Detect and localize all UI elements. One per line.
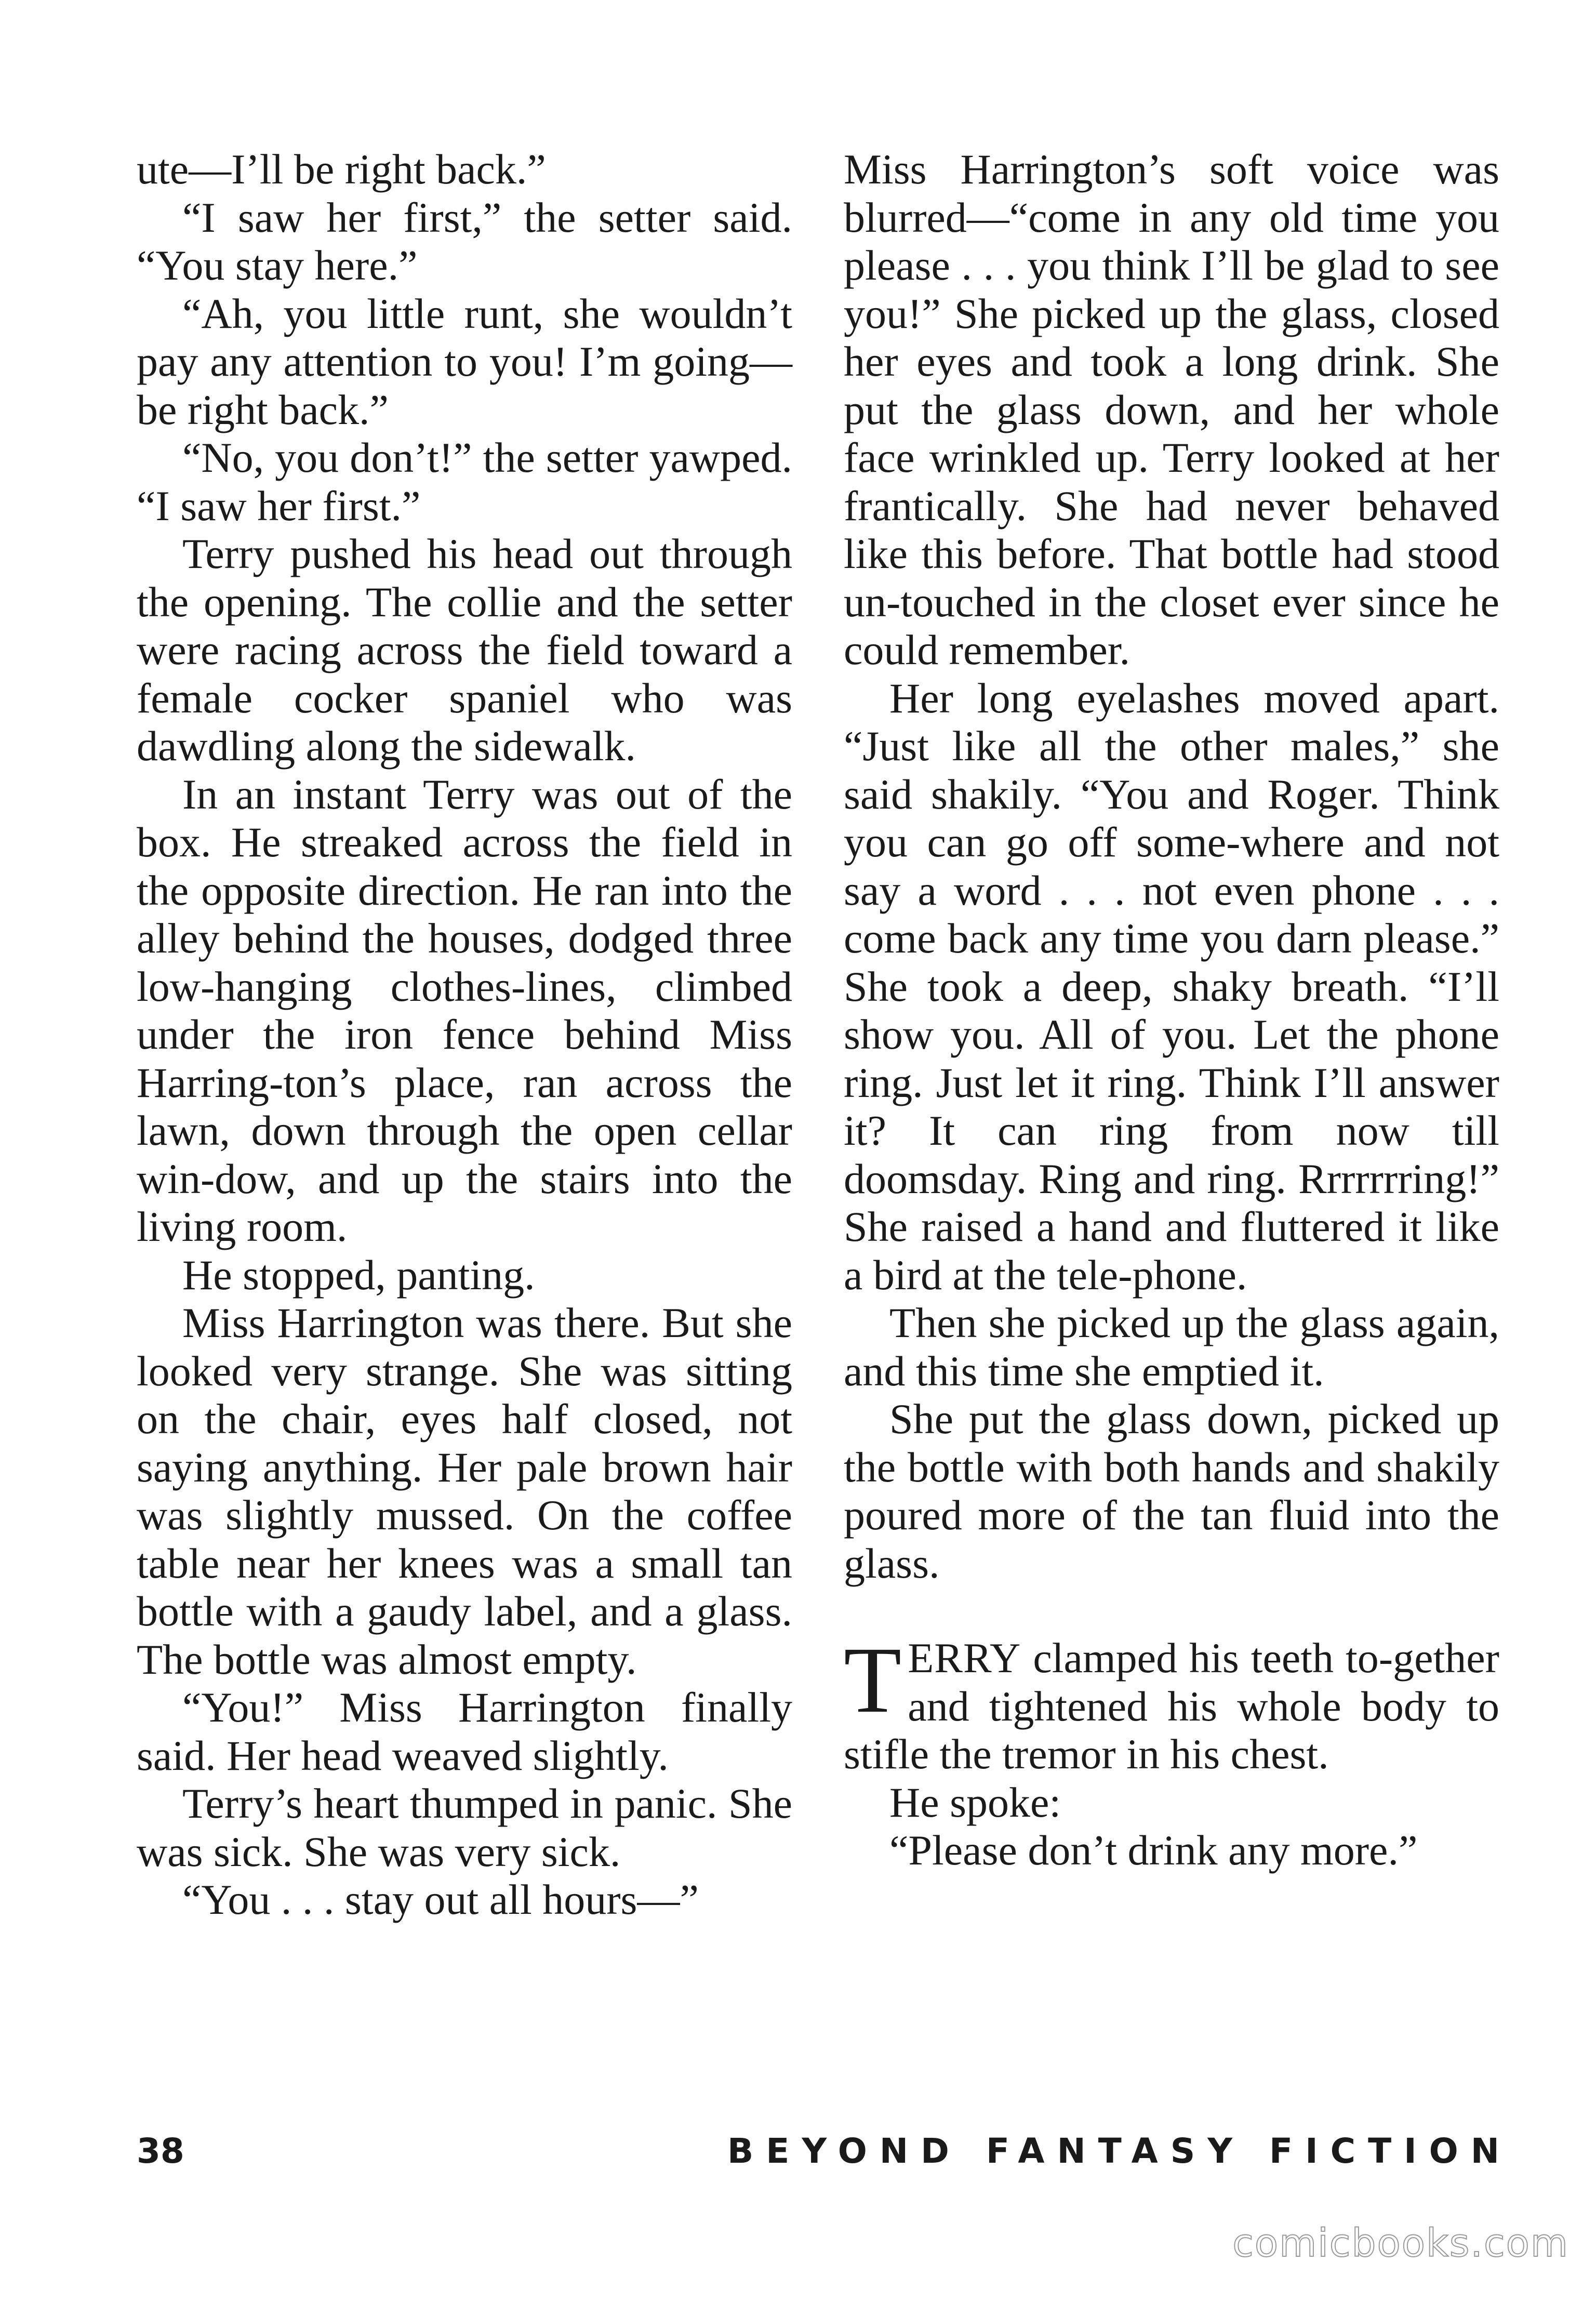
paragraph: He stopped, panting. bbox=[182, 1251, 535, 1299]
running-title: BEYOND FANTASY FICTION bbox=[727, 2131, 1512, 2171]
paragraph: “You!” Miss Harrington finally said. Her head weaved slightly. bbox=[137, 1684, 792, 1779]
watermark: comicbooks.com bbox=[1232, 2221, 1569, 2266]
paragraph: ute—I’ll be right back.” bbox=[137, 145, 546, 193]
lead-caps: ERRY bbox=[908, 1634, 1021, 1682]
right-column bbox=[844, 145, 1499, 1875]
paragraph: “You . . . stay out all hours—” bbox=[182, 1876, 699, 1923]
paragraph: Terry pushed his head out through the opening. The collie and the setter were racing across the field toward a female cocker spaniel who was dawdling along the sidewalk. bbox=[137, 530, 792, 770]
paragraph: Then she picked up the glass again, and this time she emptied it. bbox=[844, 1299, 1499, 1395]
paragraph: “No, you don’t!” the setter yawped. “I saw her first.” bbox=[137, 434, 792, 530]
paragraph: “I saw her first,” the setter said. “You stay here.” bbox=[137, 193, 792, 289]
paragraph-text: clamped his teeth to-gether and tightened his whole body to stifle the tremor in his chest. bbox=[844, 1634, 1499, 1778]
paragraph: In an instant Terry was out of the box. He streaked across the field in the opposite direction. He ran into the alley behind the houses, dodged three low-hanging clothes-lines, climbed under the iron fence behind Miss Harring-ton’s place, ran across the lawn, down through the open cellar win-dow, and up the stairs into the living room. bbox=[137, 770, 792, 1250]
paragraph: He spoke: bbox=[889, 1778, 1061, 1826]
paragraph: “Ah, you little runt, she wouldn’t pay any attention to you! I’m going—be right back.” bbox=[137, 289, 792, 433]
drop-cap: T bbox=[844, 1628, 902, 1732]
left-column bbox=[137, 145, 792, 1924]
page-footer bbox=[137, 2131, 1512, 2172]
paragraph: She put the glass down, picked up the bottle with both hands and shakily poured more of the tan fluid into the glass. bbox=[844, 1395, 1499, 1587]
paragraph: Miss Harrington was there. But she looked very strange. She was sitting on the chair, eyes half closed, not saying anything. Her pale brown hair was slightly mussed. On the coffee table near her knees was a small tan bottle with a gaudy label, and a glass. The bottle was almost empty. bbox=[137, 1299, 792, 1683]
page-number: 38 bbox=[137, 2131, 184, 2171]
section-opening-paragraph bbox=[844, 1628, 1499, 1779]
paragraph: Miss Harrington’s soft voice was blurred—“come in any old time you please . . . you think I’ll be glad to see you!” She picked up the glass, closed her eyes and took a long drink. She put the glass down, and her whole face wrinkled up. Terry looked at her frantically. She had never behaved like this before. That bottle had stood un-touched in the closet ever since he could remember. bbox=[844, 145, 1499, 673]
paragraph: Terry’s heart thumped in panic. She was sick. She was very sick. bbox=[137, 1780, 792, 1875]
paragraph: Her long eyelashes moved apart. “Just like all the other males,” she said shakily. “You and Roger. Think you can go off some-where and not say a word . . . not even phone . . . come back any time you darn please.” She took a deep, shaky breath. “I’ll show you. All of you. Let the phone ring. Just let it ring. Think I’ll answer it? It can ring from now till doomsday. Ring and ring. Rrrrrrring!” She raised a hand and fluttered it like a bird at the tele-phone. bbox=[844, 674, 1499, 1299]
paragraph: “Please don’t drink any more.” bbox=[889, 1827, 1418, 1874]
